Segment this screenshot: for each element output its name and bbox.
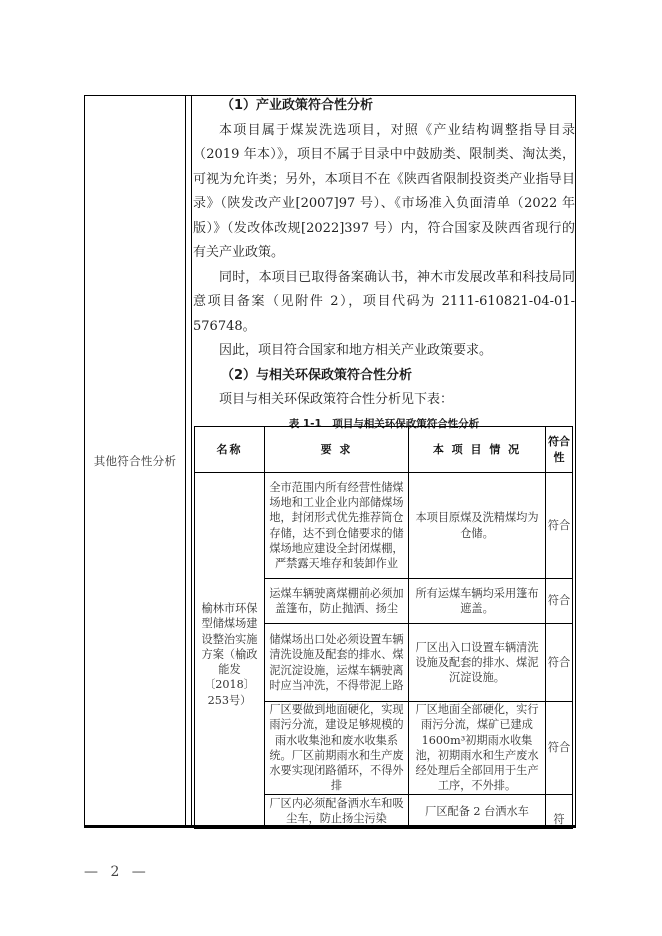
content-cell	[193, 96, 575, 433]
page-number: — 2 —	[84, 864, 150, 880]
left-column-label: 其他符合性分析	[93, 454, 177, 468]
table-header-row	[195, 427, 573, 473]
section1-paragraph-2: 同时，本项目已取得备案确认书，神木市发展改革和科技局同意项目备案（见附件 2），项目代码为 2111-610821-04-01-576748。	[193, 269, 575, 334]
compliance-cell: 符合	[546, 579, 573, 624]
regulation-name-cell: 榆林市环保型储煤场建设整治实施方案（榆政能发〔2018〕253号）	[195, 473, 265, 829]
left-label-column	[85, 96, 186, 825]
situation-cell: 厂区配备 2 台洒水车	[409, 794, 546, 828]
compliance-cell: 符合	[546, 702, 573, 795]
requirement-cell: 储煤场出口处必须设置车辆清洗设施及配套的排水、煤泥沉淀设施，运煤车辆驶离时应当冲洗，不得带泥上路	[265, 624, 409, 702]
table-row	[195, 473, 573, 579]
compliance-cell: 符合	[546, 624, 573, 702]
header-requirement: 要 求	[265, 427, 409, 473]
section1-heading: （1）产业政策符合性分析	[221, 98, 374, 113]
situation-cell: 本项目原煤及洗精煤均为仓储。	[409, 473, 546, 579]
situation-cell: 厂区地面全部硬化，实行雨污分流，煤矿已建成1600m³初期雨水收集池，初期雨水和生产废水经处理后全部回用于生产工序，不外排。	[409, 702, 546, 795]
compliance-cell: 符合	[546, 473, 573, 579]
requirement-cell: 全市范围内所有经营性储煤场地和工业企业内部储煤场地，封闭形式优先推荐筒仓存储，达不到仓储要求的储煤场地应建设全封闭煤棚，严禁露天堆存和装卸作业	[265, 473, 409, 579]
compliance-table	[194, 426, 573, 829]
column-divider	[191, 96, 192, 825]
header-situation: 本 项 目 情 况	[409, 427, 546, 473]
situation-cell: 所有运煤车辆均采用篷布遮盖。	[409, 579, 546, 624]
header-compliance: 符合性	[546, 427, 573, 473]
table-caption: 表 1-1 项目与相关环保政策符合性分析	[288, 417, 480, 430]
compliance-cell: 符	[546, 794, 573, 828]
requirement-cell: 运煤车辆驶离煤棚前必须加盖篷布，防止抛洒、扬尘	[265, 579, 409, 624]
requirement-cell: 厂区要做到地面硬化，实现雨污分流，建设足够规模的雨水收集池和废水收集系统。厂区前期雨水和生产废水要实现闭路循环，不得外排	[265, 702, 409, 795]
section2-heading: （2）与相关环保政策符合性分析	[221, 367, 413, 383]
section2-intro: 项目与相关环保政策符合性分析见下表：	[219, 392, 454, 407]
header-name: 名称	[195, 427, 265, 473]
situation-cell: 厂区出入口设置车辆清洗设施及配套的排水、煤泥沉淀设施。	[409, 624, 546, 702]
section1-paragraph-3: 因此，项目符合国家和地方相关产业政策要求。	[219, 343, 493, 358]
section1-paragraph-1: 本项目属于煤炭洗选项目，对照《产业结构调整指导目录（2019 年本）》，项目不属于目录中中鼓励类、限制类、淘汰类，可视为允许类；另外，本项目不在《陕西省限制投资类产业指导目录》（陕发改产业[2007]97 号）、《市场准入负面清单（2022 年版）》（发改体改规[2022]397 号）内，符合国家及陕西省现行的有关产业政策。	[193, 122, 575, 260]
requirement-cell: 厂区内必须配备洒水车和吸尘车，防止扬尘污染	[265, 794, 409, 828]
